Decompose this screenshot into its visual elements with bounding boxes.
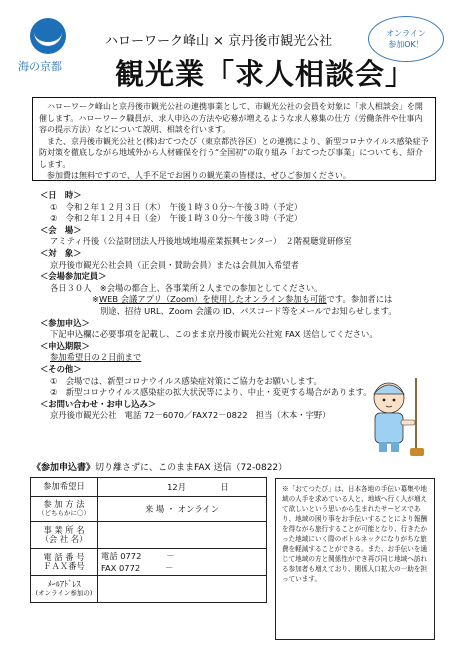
- form-row-email: [31, 576, 267, 603]
- fax-value: FAX 0772 －: [101, 563, 174, 573]
- worker-illustration-icon: [355, 370, 435, 460]
- apply-heading: ＜参加申込＞: [40, 317, 90, 328]
- details-section: [40, 190, 397, 422]
- venue-text: アミティ丹後（公益財団法人丹後地域地場産業振興センター） ２階視聴覚研修室: [50, 236, 352, 247]
- date-field[interactable]: [98, 478, 267, 497]
- other-2: ② 新型コロナウイルス感染症の拡大状況等により、中止・変更する場合があります。: [50, 387, 372, 398]
- target-heading: ＜対 象＞: [40, 247, 82, 258]
- other-heading: ＜その他＞: [40, 363, 82, 374]
- phone-label-cell: [31, 549, 98, 576]
- date-month: 12月: [167, 482, 186, 492]
- online-badge: [368, 16, 444, 62]
- logo-wave-icon: [30, 18, 66, 54]
- deadline-text: 参加希望日の２日前まで: [50, 352, 142, 363]
- apply-text: 下記申込欄に必要事項を記載し、このまま京丹後市観光公社宛 FAX 送信してください。: [50, 329, 378, 340]
- application-form: [30, 477, 267, 603]
- form-row-company: [31, 522, 267, 549]
- badge-line1: オンライン: [386, 29, 426, 38]
- capacity-line-2-rest: です。参加者には: [326, 294, 393, 305]
- capacity-line-2: [40, 294, 397, 306]
- method-label: 参 加 方 法: [43, 498, 85, 509]
- email-field[interactable]: [98, 576, 267, 603]
- capacity-line-1: 各日３０人 ※会場の都合上、各事業所２人までの参加としてください。: [50, 282, 323, 293]
- online-note: WEB 会議アプリ（Zoom）を使用したオンライン参加も可能: [98, 294, 327, 305]
- capacity-heading: ＜会場参加定員＞: [40, 271, 107, 282]
- date-day: 日: [220, 482, 229, 492]
- contact-heading: ＜お問い合わせ・お申し込み＞: [40, 398, 157, 409]
- page-title: 観光業「求人相談会」: [115, 57, 416, 91]
- capacity-line-3: 別途、招待 URL、Zoom 会議の ID、パスコード等をメールでお知らせします。: [100, 305, 397, 316]
- target-text: 京丹後市観光公社会員（正会員・賛助会員）または会員加入希望者: [50, 259, 299, 270]
- method-sublabel: （どちらかに〇）: [38, 509, 90, 517]
- phone-value: 電話 0772 －: [101, 551, 175, 561]
- capacity-mark: ※: [92, 294, 99, 305]
- badge-line2: 参加OK！: [388, 40, 424, 49]
- phone-field[interactable]: [98, 549, 267, 576]
- intro-paragraph-2: また、京丹後市観光公社と(株)おてつたび（東京都渋谷区）との連携により、新型コロナウイルス感染症予防対策を徹底しながら地域外から人材確保を行う“全国初”の取り組み「おてつたび事業」についても、紹介します。: [39, 136, 429, 169]
- company-sublabel: （会 社 名）: [40, 534, 88, 544]
- header-subtitle: ハローワーク峰山 × 京丹後市観光公社: [105, 34, 333, 49]
- intro-box: [32, 97, 436, 181]
- company-field[interactable]: [98, 522, 267, 549]
- application-heading: 《参加申込書》: [32, 463, 96, 473]
- company-label: 事 業 所 名: [43, 524, 85, 535]
- venue-heading: ＜会 場＞: [40, 224, 82, 235]
- contact-text: 京丹後市観光公社 電話 72－6070／FAX72－0822 担当（木本・宇野）: [50, 410, 331, 421]
- form-row-date: [31, 478, 267, 497]
- logo-text: 海の京都: [18, 60, 62, 73]
- form-row-method: [31, 497, 267, 522]
- email-sublabel: (オンライン参加の): [35, 589, 93, 597]
- date-heading: ＜日 時＞: [40, 190, 82, 200]
- email-label: ﾒｰﾙｱﾄﾞﾚｽ: [47, 578, 81, 589]
- intro-paragraph-3: 参加費は無料ですので、人手不足でお困りの観光業の皆様は、ぜひご参加ください。: [47, 171, 351, 180]
- phone-label: 電 話 番 号: [43, 551, 85, 562]
- method-field[interactable]: 来 場 ・ オンライン: [98, 497, 267, 522]
- otetsutabi-note: ※「おてつたび」は、日本各地の手伝い募集や地域の人手を求めている人と、地域へ行く人が増えて欲しいという思いから生まれたサービスであり、地域の困り事をお手伝いすることにより報酬を得ながら旅行することが可能となり、行きたかった地域にいく際のボトルネックになりがちな旅費を軽減することができる。また、お手伝いを通じて地域の方と関係性ができ再び同じ地域へ訪れる参加者も増えており、関係人口拡大の一助を担っています。: [275, 478, 435, 640]
- fax-label: ＦＡＸ番号: [43, 561, 85, 571]
- email-label-cell: [31, 576, 98, 603]
- form-row-phone: [31, 549, 267, 576]
- date-1: ① 令和２年１２月３日（木） 午後１時３０分～午後３時（予定）: [50, 201, 303, 212]
- application-title: [32, 460, 287, 473]
- other-1: ① 会場では、新型コロナウイルス感染症対策にご協力をお願いします。: [50, 375, 322, 386]
- deadline-heading: ＜申込期限＞: [40, 340, 90, 351]
- application-instruction: 切り離さずに、このままFAX 送信（72-0822）: [95, 463, 288, 473]
- method-label-cell: [31, 497, 98, 522]
- intro-paragraph-1: ハローワーク峰山と京丹後市観光公社の連携事業として、市観光公社の会員を対象に「求人相談会」を開催します。ハローワーク職員が、求人申込の方法や応募が増えるような求人募集の仕方（労働条件や仕事内容の提示方法）などについて説明、相談を行います。: [39, 102, 423, 134]
- date-2: ② 令和２年１２月４日（金） 午後１時３０分～午後３時（予定）: [50, 213, 303, 224]
- date-label: 参加希望日: [31, 478, 98, 497]
- company-label-cell: [31, 522, 98, 549]
